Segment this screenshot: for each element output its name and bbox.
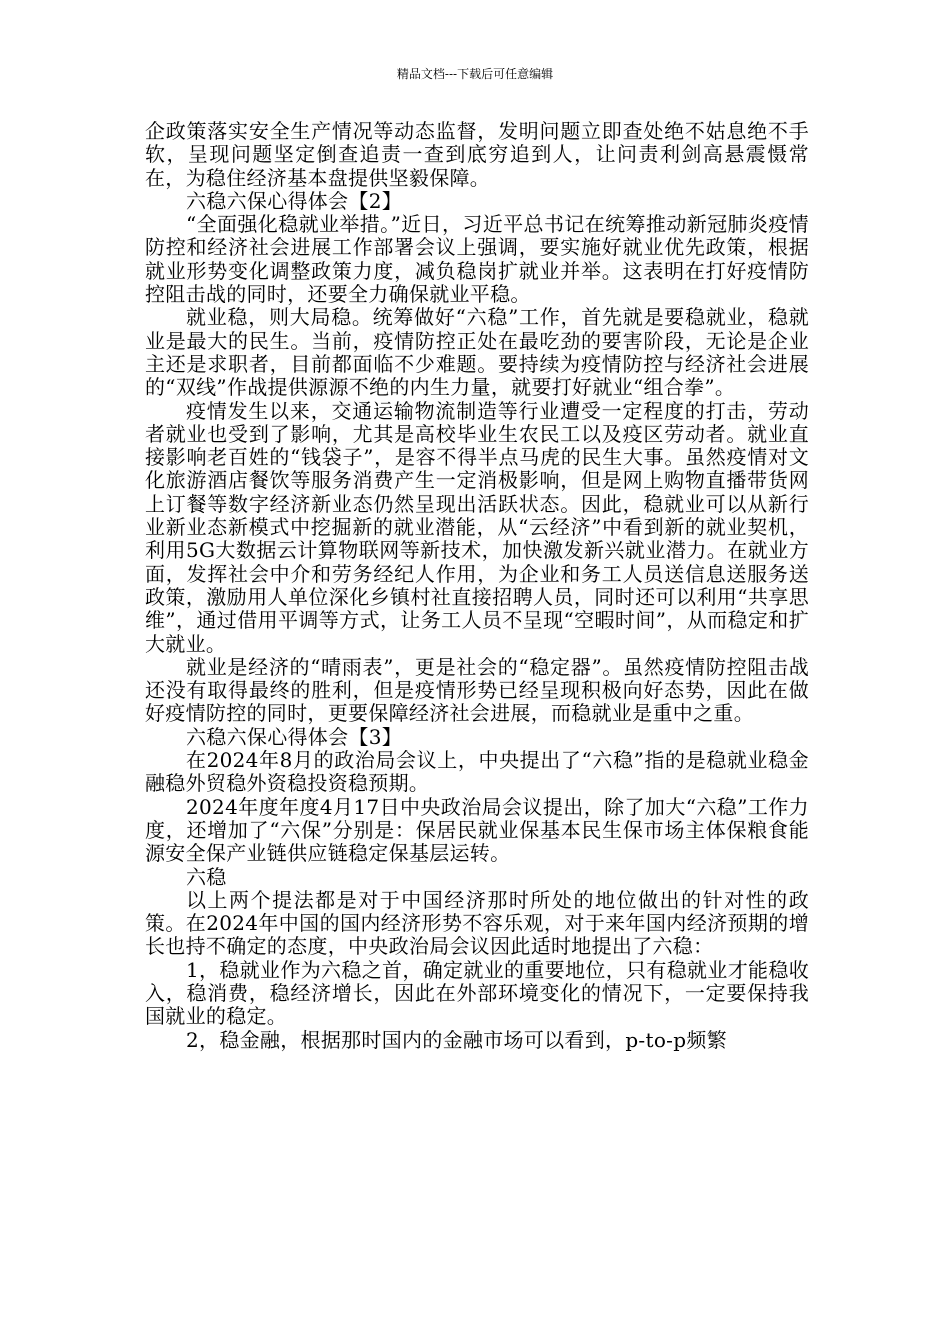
page-header: 精品文档---下载后可任意编辑	[396, 67, 554, 81]
paragraph: 2024年度年度4月17日中央政治局会议提出，除了加大“六稳”工作力度，还增加了“六保”分别是：保居民就业保基本民生保市场主体保粮食能源安全保产业链供应链稳定保基层运转。	[145, 794, 809, 866]
paragraph: 以上两个提法都是对于中国经济那时所处的地位做出的针对性的政策。在2024年中国的国内经济形势不容乐观，对于来年国内经济预期的增长也持不确定的态度，中央政治局会议因此适时地提出了六稳：	[145, 887, 809, 959]
paragraph: 就业是经济的“晴雨表”，更是社会的“稳定器”。虽然疫情防控阻击战还没有取得最终的胜利，但是疫情形势已经呈现积极向好态势，因此在做好疫情防控的同时，更要保障经济社会进展，而稳就业是重中之重。	[145, 654, 809, 726]
subheading: 六稳	[186, 864, 227, 889]
document-body	[145, 120, 809, 1052]
section-heading: 六稳六保心得体会【3】	[186, 724, 403, 749]
list-item: 2，稳金融，根据那时国内的金融市场可以看到，p-to-p频繁	[186, 1027, 727, 1052]
list-item: 1，稳就业作为六稳之首，确定就业的重要地位，只有稳就业才能稳收入，稳消费，稳经济增长，因此在外部环境变化的情况下，一定要保持我国就业的稳定。	[145, 957, 809, 1029]
paragraph: 疫情发生以来，交通运输物流制造等行业遭受一定程度的打击，劳动者就业也受到了影响，尤其是高校毕业生农民工以及疫区劳动者。就业直接影响老百姓的“钱袋子”，是容不得半点马虎的民生大事。虽然疫情对文化旅游酒店餐饮等服务消费产生一定消极影响，但是网上购物直播带货网上订餐等数字经济新业态仍然呈现出活跃状态。因此，稳就业可以从新行业新业态新模式中挖掘新的就业潜能，从“云经济”中看到新的就业契机，利用5G大数据云计算物联网等新技术，加快激发新兴就业潜力。在就业方面，发挥社会中介和劳务经纪人作用，为企业和务工人员送信息送服务送政策，激励用人单位深化乡镇村社直接招聘人员，同时还可以利用“共享思维”，通过借用平调等方式，让务工人员不呈现“空暇时间”，从而稳定和扩大就业。	[145, 398, 809, 656]
paragraph: “全面强化稳就业举措。”近日，习近平总书记在统筹推动新冠肺炎疫情防控和经济社会进展工作部署会议上强调，要实施好就业优先政策，根据就业形势变化调整政策力度，减负稳岗扩就业并举。这表明在打好疫情防控阻击战的同时，还要全力确保就业平稳。	[145, 212, 809, 307]
paragraph: 企政策落实安全生产情况等动态监督，发明问题立即查处绝不姑息绝不手软，呈现问题坚定倒查追责一查到底穷追到人，让问责利剑高悬震慑常在，为稳住经济基本盘提供坚毅保障。	[145, 119, 809, 190]
section-heading: 六稳六保心得体会【2】	[186, 188, 403, 213]
paragraph: 在2024年8月的政治局会议上，中央提出了“六稳”指的是稳就业稳金融稳外贸稳外资稳投资稳预期。	[145, 748, 809, 796]
paragraph: 就业稳，则大局稳。统筹做好“六稳”工作，首先就是要稳就业，稳就业是最大的民生。当前，疫情防控正处在最吃劲的要害阶段，无论是企业主还是求职者，目前都面临不少难题。要持续为疫情防控与经济社会进展的“双线”作战提供源源不绝的内生力量，就要打好就业“组合拳”。	[145, 305, 809, 400]
